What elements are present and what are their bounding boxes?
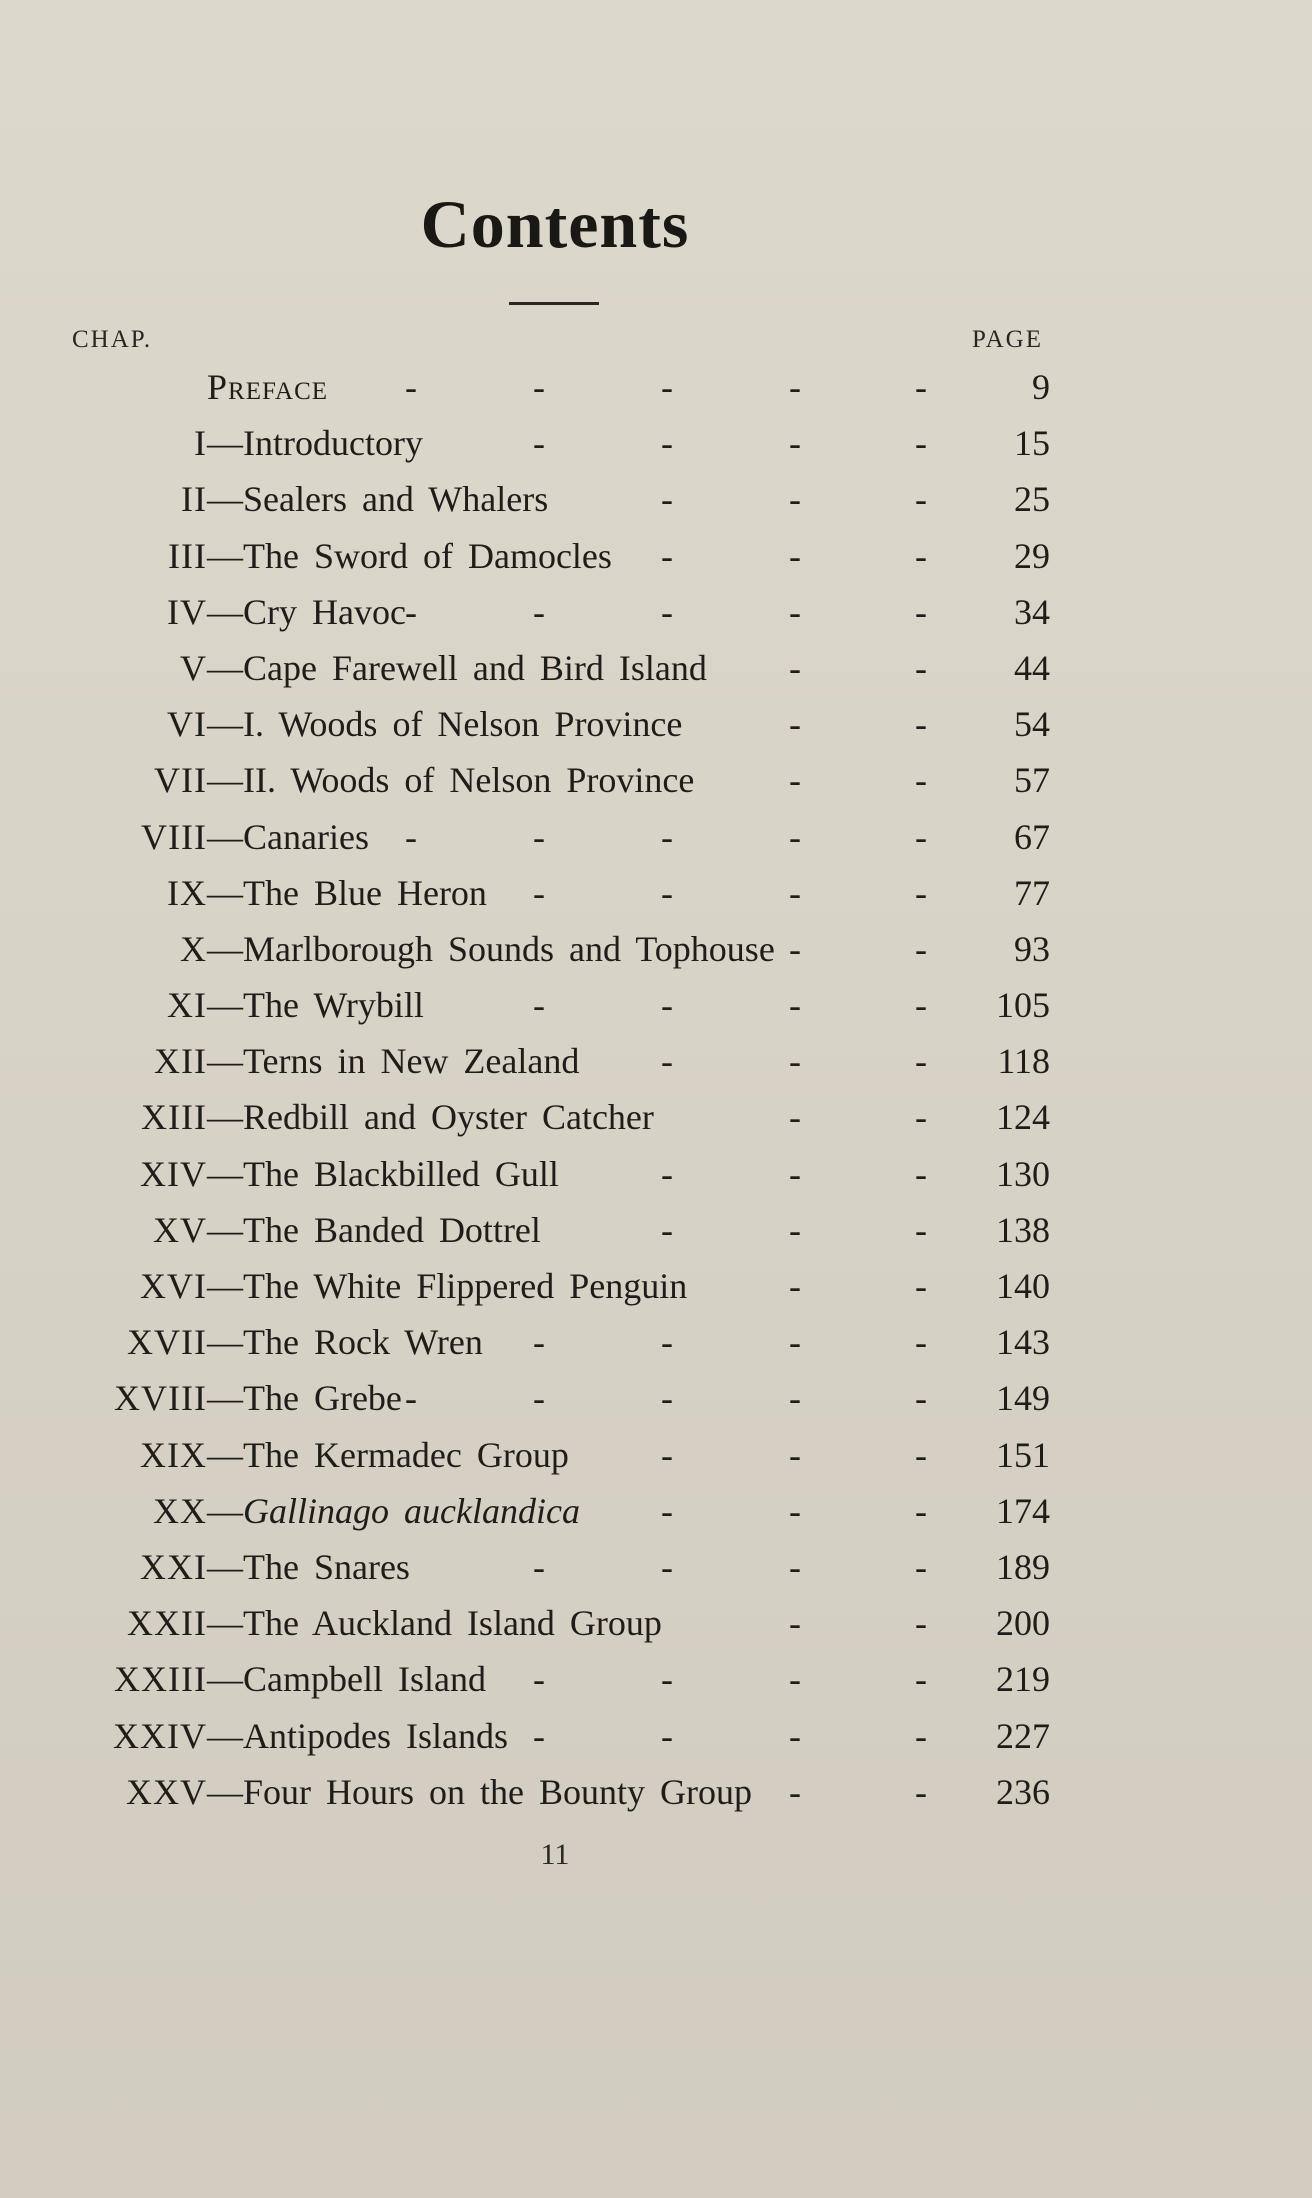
chapter-numeral: II <box>181 479 207 520</box>
leader-dash: - <box>661 1659 673 1700</box>
leader-dash: - <box>405 591 417 632</box>
em-dash: — <box>207 423 243 464</box>
chapter-title-text: II. Woods of Nelson Province <box>243 760 695 801</box>
chapter-numeral: XV <box>153 1209 207 1250</box>
contents-entry <box>0 1201 1312 1257</box>
contents-entry <box>0 695 1312 751</box>
chapter-title-text: Antipodes Islands <box>243 1715 508 1756</box>
leader-dash: - <box>789 1771 801 1812</box>
page-number: 93 <box>1014 928 1050 969</box>
chapter-title <box>207 872 487 914</box>
leader-dash: - <box>915 1153 927 1194</box>
page-number: 140 <box>996 1266 1050 1306</box>
page-number: 143 <box>996 1322 1050 1363</box>
leader-dash: - <box>533 1378 545 1419</box>
em-dash: — <box>207 928 243 969</box>
page-number: 138 <box>996 1209 1050 1250</box>
page-title: Contents <box>420 186 690 262</box>
chapter-numeral: III <box>168 535 207 576</box>
chapter-title <box>207 1096 654 1138</box>
chapter-title <box>207 1715 508 1757</box>
contents-entry <box>0 751 1312 807</box>
page-number: 25 <box>1014 479 1050 520</box>
chap-column-header: CHAP. <box>72 326 153 353</box>
chapter-title-text: The Rock Wren <box>243 1322 483 1363</box>
leader-dash: - <box>789 535 801 576</box>
chapter-title <box>207 647 707 689</box>
chapter-numeral: XX <box>153 1490 207 1531</box>
chapter-title <box>207 1377 402 1419</box>
leader-dash: - <box>789 367 801 407</box>
leader-dash: - <box>789 1490 801 1531</box>
contents-entry <box>0 808 1312 864</box>
contents-entry <box>0 1707 1312 1763</box>
leader-dash: - <box>661 1434 673 1475</box>
contents-entry <box>0 1088 1312 1144</box>
page-number: 34 <box>1014 591 1050 632</box>
leader-dash: - <box>789 760 801 801</box>
em-dash: — <box>207 647 243 688</box>
em-dash: — <box>207 1097 243 1138</box>
leader-dash: - <box>789 985 801 1026</box>
leader-dash: - <box>789 1434 801 1475</box>
leader-dash: - <box>789 1153 801 1194</box>
chapter-title-text: Terns in New Zealand <box>243 1041 580 1082</box>
chapter-title <box>207 478 548 520</box>
leader-dash: - <box>915 816 927 857</box>
page-number: 77 <box>1014 872 1050 913</box>
chapter-title-text: The Grebe <box>243 1378 402 1419</box>
page-column-header: PAGE <box>972 326 1043 353</box>
chapter-title <box>207 816 369 858</box>
contents-list <box>0 358 1312 1819</box>
chapter-numeral: XXIII <box>114 1659 207 1700</box>
chapter-numeral: XXII <box>127 1603 207 1644</box>
em-dash: — <box>207 760 243 801</box>
leader-dash: - <box>915 423 927 464</box>
chapter-numeral: VII <box>154 760 207 801</box>
em-dash: — <box>207 1490 243 1531</box>
chapter-numeral: XII <box>154 1041 207 1082</box>
leader-dash: - <box>915 1041 927 1082</box>
chapter-title <box>207 1602 662 1644</box>
leader-dash: - <box>789 1097 801 1138</box>
page-number: 130 <box>996 1153 1050 1194</box>
page-number: 189 <box>996 1546 1050 1587</box>
contents-entry <box>0 639 1312 695</box>
leader-dash: - <box>661 1041 673 1082</box>
leader-dash: - <box>661 1715 673 1756</box>
chapter-title <box>207 1265 687 1307</box>
contents-entry <box>0 1650 1312 1706</box>
leader-dash: - <box>915 1209 927 1250</box>
em-dash: — <box>207 1209 243 1250</box>
contents-entry <box>0 976 1312 1032</box>
chapter-title-text: The White Flippered Penguin <box>243 1266 688 1306</box>
leader-dash: - <box>915 1266 927 1306</box>
leader-dash: - <box>789 928 801 969</box>
chapter-title-text: The Auckland Island Group <box>243 1603 662 1644</box>
leader-dash: - <box>405 1378 417 1419</box>
page-number: 44 <box>1014 647 1050 688</box>
em-dash: — <box>207 1266 243 1306</box>
leader-dash: - <box>661 1153 673 1194</box>
contents-entry <box>0 1426 1312 1482</box>
leader-dash: - <box>405 367 417 407</box>
leader-dash: - <box>915 760 927 801</box>
chapter-title-text: Marlborough Sounds and Tophouse <box>243 928 775 969</box>
chapter-title <box>207 1153 559 1195</box>
chapter-title-text: The Snares <box>243 1546 410 1587</box>
leader-dash: - <box>533 1715 545 1756</box>
leader-dash: - <box>915 1434 927 1475</box>
em-dash: — <box>207 872 243 913</box>
leader-dash: - <box>789 591 801 632</box>
chapter-title <box>207 1546 410 1588</box>
contents-entry <box>0 1032 1312 1088</box>
chapter-title-text: Sealers and Whalers <box>243 479 549 520</box>
leader-dash: - <box>661 985 673 1026</box>
chapter-title <box>207 1490 580 1532</box>
chapter-title <box>207 1771 752 1813</box>
chapter-numeral: X <box>180 928 207 969</box>
leader-dash: - <box>533 985 545 1026</box>
chapter-numeral: XXI <box>140 1546 207 1587</box>
page-number: 219 <box>996 1659 1050 1700</box>
contents-entry <box>0 1257 1312 1313</box>
preface-title: Preface <box>207 367 329 407</box>
em-dash: — <box>207 591 243 632</box>
em-dash: — <box>207 479 243 520</box>
leader-dash: - <box>915 1771 927 1812</box>
contents-entry <box>0 358 1312 414</box>
contents-entry <box>0 1369 1312 1425</box>
folio-page-number: 11 <box>540 1838 570 1871</box>
chapter-title-text: Redbill and Oyster Catcher <box>243 1097 654 1138</box>
chapter-numeral: XVII <box>127 1322 207 1363</box>
em-dash: — <box>207 816 243 857</box>
leader-dash: - <box>789 816 801 857</box>
leader-dash: - <box>915 1659 927 1700</box>
leader-dash: - <box>915 1546 927 1587</box>
leader-dash: - <box>661 367 673 407</box>
chapter-title-text: The Sword of Damocles <box>243 535 612 576</box>
em-dash: — <box>207 1322 243 1363</box>
leader-dash: - <box>789 872 801 913</box>
leader-dash: - <box>533 1659 545 1700</box>
leader-dash: - <box>789 704 801 745</box>
leader-dash: - <box>915 367 927 407</box>
em-dash: — <box>207 1603 243 1644</box>
chapter-numeral: XVIII <box>114 1378 207 1419</box>
contents-entry <box>0 1594 1312 1650</box>
leader-dash: - <box>661 535 673 576</box>
contents-entry <box>0 1313 1312 1369</box>
page-number: 54 <box>1014 704 1050 745</box>
chapter-numeral: XIII <box>141 1097 207 1138</box>
em-dash: — <box>207 1378 243 1419</box>
chapter-numeral: XIV <box>140 1153 207 1194</box>
contents-entry <box>0 1145 1312 1201</box>
chapter-numeral: XI <box>167 985 207 1026</box>
chapter-title <box>207 1658 486 1700</box>
contents-entry <box>0 583 1312 639</box>
leader-dash: - <box>661 816 673 857</box>
leader-dash: - <box>915 1378 927 1419</box>
leader-dash: - <box>533 872 545 913</box>
chapter-numeral: V <box>180 647 207 688</box>
chapter-title-text: I. Woods of Nelson Province <box>243 704 683 745</box>
page-number: 227 <box>996 1715 1050 1756</box>
leader-dash: - <box>533 1546 545 1587</box>
em-dash: — <box>207 1715 243 1756</box>
chapter-title <box>207 703 682 745</box>
leader-dash: - <box>789 1659 801 1700</box>
chapter-title-text: Canaries <box>243 816 369 857</box>
chapter-title <box>207 928 775 970</box>
leader-dash: - <box>661 591 673 632</box>
em-dash: — <box>207 704 243 745</box>
em-dash: — <box>207 535 243 576</box>
page-number: 57 <box>1014 760 1050 801</box>
page-number: 149 <box>996 1378 1050 1419</box>
title-rule <box>509 302 599 305</box>
chapter-title-text: The Wrybill <box>243 985 424 1026</box>
chapter-title-text: Cry Havoc <box>243 591 406 632</box>
page-number: 118 <box>997 1041 1050 1082</box>
em-dash: — <box>207 1153 243 1194</box>
chapter-title-text: The Banded Dottrel <box>243 1209 541 1250</box>
chapter-title <box>207 422 423 464</box>
chapter-title <box>207 759 694 801</box>
chapter-numeral: I <box>194 423 207 464</box>
leader-dash: - <box>915 872 927 913</box>
leader-dash: - <box>533 591 545 632</box>
chapter-numeral: XXV <box>126 1771 207 1812</box>
chapter-numeral: XXIV <box>113 1715 207 1756</box>
leader-dash: - <box>915 1715 927 1756</box>
page-number: 151 <box>996 1434 1050 1475</box>
chapter-title-text: Gallinago aucklandica <box>243 1490 580 1531</box>
contents-entry <box>0 527 1312 583</box>
chapter-numeral: IV <box>167 591 207 632</box>
page-number: 124 <box>996 1097 1050 1138</box>
chapter-title <box>207 984 424 1026</box>
chapter-numeral: VI <box>167 704 207 745</box>
page-number: 9 <box>1032 367 1050 407</box>
leader-dash: - <box>789 479 801 520</box>
leader-dash: - <box>533 816 545 857</box>
page-number: 29 <box>1014 535 1050 576</box>
chapter-title <box>207 535 612 577</box>
chapter-title-text: The Kermadec Group <box>243 1434 569 1475</box>
leader-dash: - <box>533 1322 545 1363</box>
leader-dash: - <box>789 1041 801 1082</box>
chapter-title-text: Four Hours on the Bounty Group <box>243 1771 752 1812</box>
em-dash: — <box>207 985 243 1026</box>
leader-dash: - <box>533 367 545 407</box>
leader-dash: - <box>789 1715 801 1756</box>
chapter-title-text: Introductory <box>243 423 423 464</box>
chapter-numeral: XIX <box>140 1434 207 1475</box>
em-dash: — <box>207 1659 243 1700</box>
leader-dash: - <box>661 479 673 520</box>
leader-dash: - <box>661 1378 673 1419</box>
leader-dash: - <box>915 985 927 1026</box>
page-number: 15 <box>1014 423 1050 464</box>
leader-dash: - <box>915 1603 927 1644</box>
page-number: 236 <box>996 1771 1050 1812</box>
contents-entry <box>0 1482 1312 1538</box>
leader-dash: - <box>915 704 927 745</box>
em-dash: — <box>207 1041 243 1082</box>
leader-dash: - <box>661 1546 673 1587</box>
contents-entry <box>0 1763 1312 1819</box>
chapter-title-text: Campbell Island <box>243 1659 486 1700</box>
leader-dash: - <box>915 1097 927 1138</box>
page-number: 105 <box>996 985 1050 1026</box>
leader-dash: - <box>915 535 927 576</box>
leader-dash: - <box>915 1490 927 1531</box>
chapter-title-text: The Blue Heron <box>243 872 487 913</box>
leader-dash: - <box>789 1209 801 1250</box>
leader-dash: - <box>915 928 927 969</box>
leader-dash: - <box>789 1322 801 1363</box>
em-dash: — <box>207 1546 243 1587</box>
leader-dash: - <box>661 1490 673 1531</box>
leader-dash: - <box>789 1378 801 1419</box>
leader-dash: - <box>789 1603 801 1644</box>
leader-dash: - <box>533 423 545 464</box>
leader-dash: - <box>661 423 673 464</box>
page-number: 67 <box>1014 816 1050 857</box>
leader-dash: - <box>661 1322 673 1363</box>
contents-entry <box>0 864 1312 920</box>
leader-dash: - <box>915 647 927 688</box>
leader-dash: - <box>789 647 801 688</box>
leader-dash: - <box>661 872 673 913</box>
leader-dash: - <box>789 1266 801 1306</box>
contents-entry <box>0 1538 1312 1594</box>
em-dash: — <box>207 1771 243 1812</box>
leader-dash: - <box>915 1322 927 1363</box>
leader-dash: - <box>915 479 927 520</box>
page-number: 174 <box>996 1490 1050 1531</box>
chapter-title <box>207 1209 541 1251</box>
chapter-numeral: IX <box>167 872 207 913</box>
page-number: 200 <box>996 1603 1050 1644</box>
chapter-title <box>207 591 406 633</box>
chapter-numeral: VIII <box>141 816 207 857</box>
chapter-title <box>207 1040 579 1082</box>
leader-dash: - <box>789 1546 801 1587</box>
contents-entry <box>0 414 1312 470</box>
em-dash: — <box>207 1434 243 1475</box>
contents-entry <box>0 470 1312 526</box>
leader-dash: - <box>661 1209 673 1250</box>
chapter-numeral: XVI <box>140 1266 207 1306</box>
chapter-title-text: Cape Farewell and Bird Island <box>243 647 707 688</box>
chapter-title <box>207 1321 483 1363</box>
leader-dash: - <box>405 816 417 857</box>
chapter-title <box>207 1434 569 1476</box>
leader-dash: - <box>915 591 927 632</box>
leader-dash: - <box>789 423 801 464</box>
chapter-title-text: The Blackbilled Gull <box>243 1153 559 1194</box>
contents-entry <box>0 920 1312 976</box>
